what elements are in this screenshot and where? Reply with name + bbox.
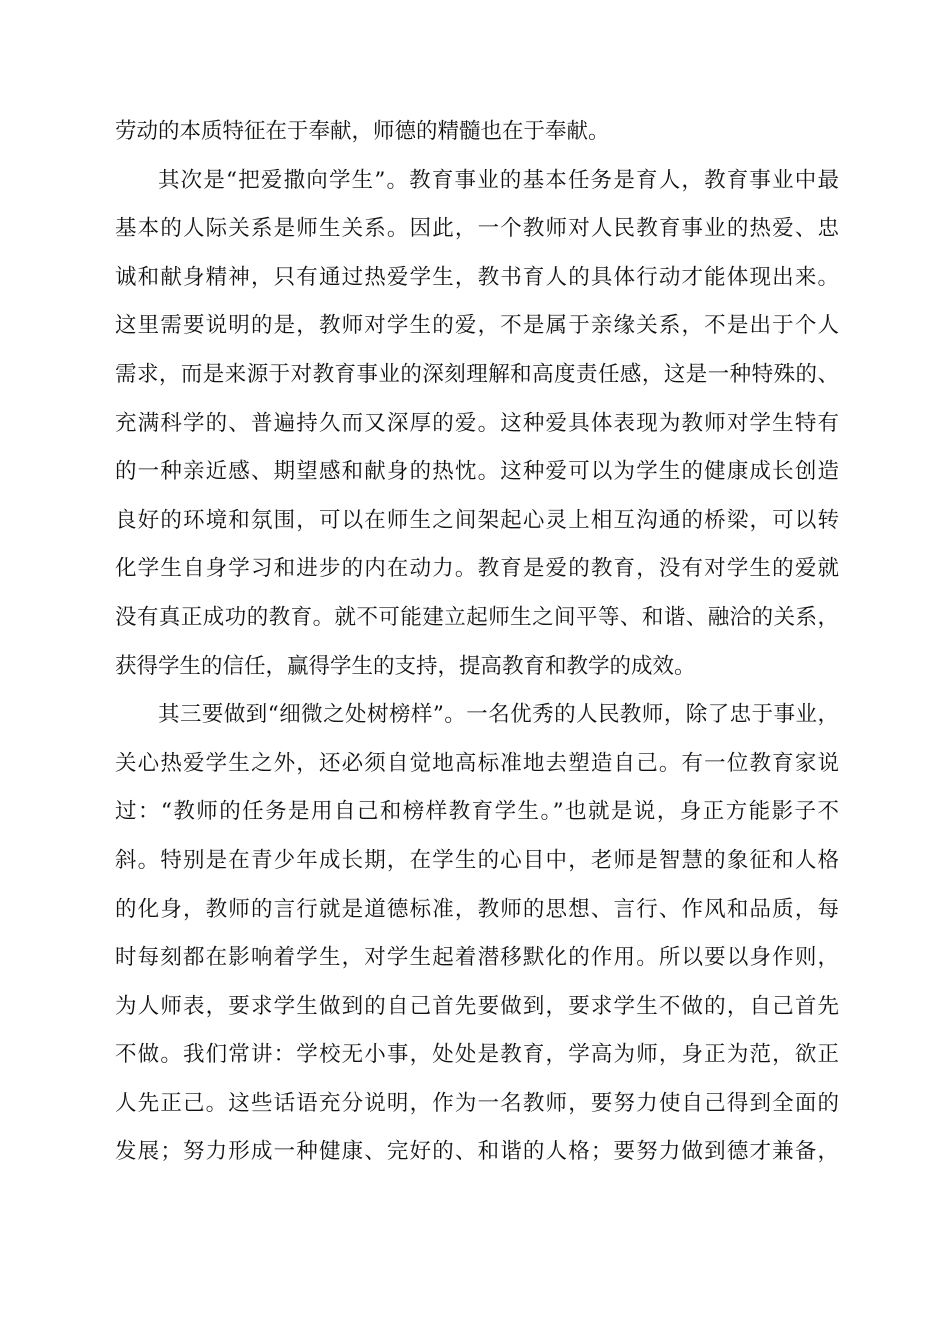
text-line: 基本的人际关系是师生关系。因此，一个教师对人民教育事业的热爱、忠: [115, 216, 839, 242]
paragraph-start-line: 其次是“把爱撒向学生”。教育事业的基本任务是育人，教育事业中最: [158, 167, 839, 193]
text-line: 时每刻都在影响着学生，对学生起着潜移默化的作用。所以要以身作则，: [115, 945, 839, 971]
body-text: [115, 108, 839, 1177]
text-line: 化学生自身学习和进步的内在动力。教育是爱的教育，没有对学生的爱就: [115, 556, 839, 582]
text-line: 为人师表，要求学生做到的自己首先要做到，要求学生不做的，自己首先: [115, 993, 839, 1019]
text-line: 没有真正成功的教育。就不可能建立起师生之间平等、和谐、融洽的关系，: [115, 604, 839, 630]
text-line: 充满科学的、普遍持久而又深厚的爱。这种爱具体表现为教师对学生特有: [115, 410, 839, 436]
text-line: 不做。我们常讲：学校无小事，处处是教育，学高为师，身正为范，欲正: [115, 1042, 839, 1068]
paragraph-start-line: 其三要做到“细微之处树榜样”。一名优秀的人民教师，除了忠于事业，: [158, 702, 839, 728]
text-line: 获得学生的信任，赢得学生的支持，提高教育和教学的成效。: [115, 653, 696, 679]
text-line: 的化身，教师的言行就是道德标准，教师的思想、言行、作风和品质，每: [115, 896, 839, 922]
text-line: 诚和献身精神，只有通过热爱学生，教书育人的具体行动才能体现出来。: [115, 264, 839, 290]
text-line: 人先正己。这些话语充分说明，作为一名教师，要努力使自己得到全面的: [115, 1090, 839, 1116]
text-line: 关心热爱学生之外，还必须自觉地高标准地去塑造自己。有一位教育家说: [115, 750, 839, 776]
text-line: 劳动的本质特征在于奉献，师德的精髓也在于奉献。: [115, 119, 610, 144]
text-line: 需求，而是来源于对教育事业的深刻理解和高度责任感，这是一种特殊的、: [115, 361, 839, 387]
text-line: 发展；努力形成一种健康、完好的、和谐的人格；要努力做到德才兼备，: [115, 1139, 839, 1165]
text-line: 的一种亲近感、期望感和献身的热忱。这种爱可以为学生的健康成长创造: [115, 459, 839, 485]
text-line: 过：“教师的任务是用自己和榜样教育学生。”也就是说，身正方能影子不: [115, 799, 839, 825]
text-line: 良好的环境和氛围，可以在师生之间架起心灵上相互沟通的桥梁，可以转: [115, 507, 839, 533]
text-line: 斜。特别是在青少年成长期，在学生的心目中，老师是智慧的象征和人格: [115, 847, 839, 873]
text-line: 这里需要说明的是，教师对学生的爱，不是属于亲缘关系，不是出于个人: [115, 313, 839, 339]
